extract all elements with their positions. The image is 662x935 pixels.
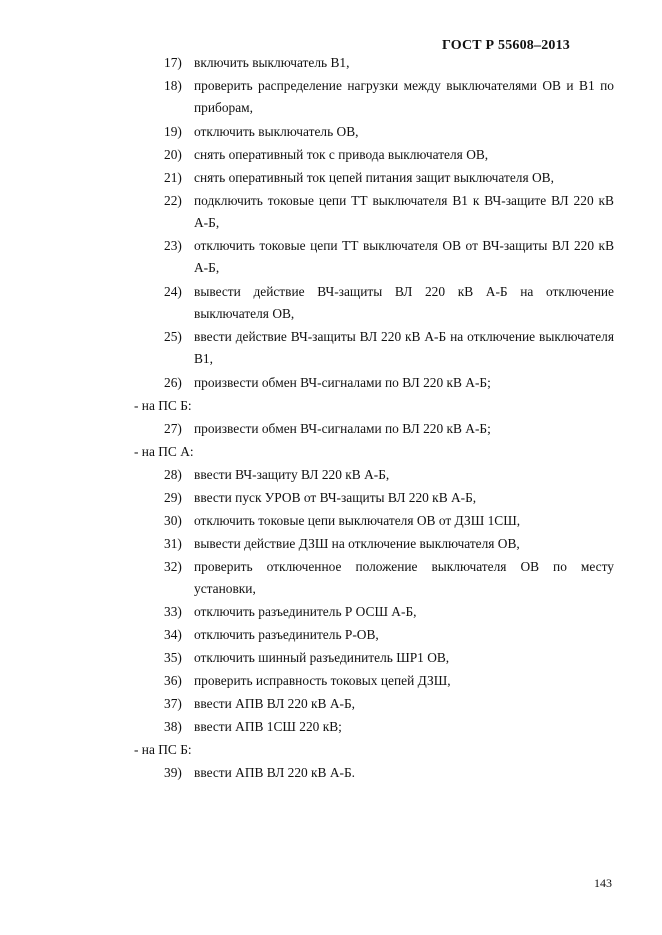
item-number: 33) xyxy=(164,604,182,619)
item-number: 34) xyxy=(164,627,182,642)
item-number: 39) xyxy=(164,765,182,780)
item-text: снять оперативный ток с привода выключателя ОВ, xyxy=(194,146,489,162)
list-item xyxy=(0,716,662,739)
item-number: 21) xyxy=(164,169,182,185)
item-number: 20) xyxy=(164,146,182,162)
list-item xyxy=(0,670,662,693)
section-heading xyxy=(0,441,662,464)
item-number: 24) xyxy=(164,283,182,299)
item-text: ввести АПВ 1СШ 220 кВ; xyxy=(194,719,342,734)
item-text: произвести обмен ВЧ-сигналами по ВЛ 220 кВ А-Б; xyxy=(194,374,491,390)
item-number: 26) xyxy=(164,374,182,390)
item-text: ввести действие ВЧ-защиты ВЛ 220 кВ А-Б на отключение выключателя В1, xyxy=(194,329,614,366)
list-item xyxy=(0,647,662,670)
page-number: 143 xyxy=(594,876,612,890)
item-text: отключить разъединитель Р-ОВ, xyxy=(194,627,379,642)
item-text: ввести ВЧ-защиту ВЛ 220 кВ А-Б, xyxy=(194,466,390,482)
item-number: 23) xyxy=(164,238,182,253)
item-text: проверить отключенное положение выключателя ОВ по месту установки, xyxy=(194,558,614,596)
list-item xyxy=(0,418,662,441)
item-text: отключить выключатель ОВ, xyxy=(194,123,359,139)
list-item xyxy=(0,326,662,372)
list-item xyxy=(0,510,662,533)
item-number: 30) xyxy=(164,512,182,528)
item-text: снять оперативный ток цепей питания защит выключателя ОВ, xyxy=(194,169,554,185)
item-text: отключить токовые цепи выключателя ОВ от ДЗШ 1СШ, xyxy=(194,512,521,528)
document-header: ГОСТ Р 55608–2013 xyxy=(441,38,570,53)
procedure-list xyxy=(0,52,662,785)
item-number: 35) xyxy=(164,650,182,665)
item-number: 29) xyxy=(164,489,182,505)
list-item xyxy=(0,693,662,716)
item-text: отключить разъединитель Р ОСШ А-Б, xyxy=(194,604,417,619)
item-text: ввести пуск УРОВ от ВЧ-защиты ВЛ 220 кВ А-Б, xyxy=(194,489,477,505)
item-number: 17) xyxy=(164,55,182,70)
list-item xyxy=(0,167,662,190)
list-item xyxy=(0,235,662,281)
item-number: 18) xyxy=(164,78,182,93)
list-item xyxy=(0,281,662,327)
item-text: вывести действие ВЧ-защиты ВЛ 220 кВ А-Б на отключение выключателя ОВ, xyxy=(194,283,614,321)
section-heading xyxy=(0,739,662,762)
item-number: 32) xyxy=(164,558,182,574)
item-number: 37) xyxy=(164,696,182,711)
item-text: проверить распределение нагрузки между выключателями ОВ и В1 по приборам, xyxy=(194,78,614,115)
list-item xyxy=(0,372,662,395)
list-item xyxy=(0,75,662,121)
item-text: ввести АПВ ВЛ 220 кВ А-Б, xyxy=(194,696,356,711)
item-text: вывести действие ДЗШ на отключение выключателя ОВ, xyxy=(194,535,520,551)
section-label: - на ПС Б: xyxy=(134,397,192,413)
list-item xyxy=(0,762,662,785)
section-label: - на ПС А: xyxy=(134,443,194,459)
item-number: 31) xyxy=(164,535,182,551)
item-number: 27) xyxy=(164,420,182,436)
list-item xyxy=(0,121,662,144)
item-number: 25) xyxy=(164,329,182,344)
item-text: включить выключатель В1, xyxy=(194,55,350,70)
item-number: 28) xyxy=(164,466,182,482)
list-item xyxy=(0,556,662,602)
item-number: 38) xyxy=(164,719,182,734)
item-text: ввести АПВ ВЛ 220 кВ А-Б. xyxy=(194,765,356,780)
list-item xyxy=(0,144,662,167)
item-text: отключить шинный разъединитель ШР1 ОВ, xyxy=(194,650,450,665)
item-number: 19) xyxy=(164,123,182,139)
list-item xyxy=(0,464,662,487)
item-text: отключить токовые цепи ТТ выключателя ОВ от ВЧ-защиты ВЛ 220 кВ А-Б, xyxy=(194,238,614,275)
item-number: 36) xyxy=(164,673,182,688)
list-item xyxy=(0,601,662,624)
list-item xyxy=(0,533,662,556)
item-text: подключить токовые цепи ТТ выключателя В1 к ВЧ-защите ВЛ 220 кВ А-Б, xyxy=(194,192,614,230)
item-text: проверить исправность токовых цепей ДЗШ, xyxy=(194,673,451,688)
list-item xyxy=(0,52,662,75)
section-label: - на ПС Б: xyxy=(134,742,192,757)
item-number: 22) xyxy=(164,192,182,208)
section-heading xyxy=(0,395,662,418)
list-item xyxy=(0,624,662,647)
list-item xyxy=(0,190,662,236)
list-item xyxy=(0,487,662,510)
item-text: произвести обмен ВЧ-сигналами по ВЛ 220 кВ А-Б; xyxy=(194,420,491,436)
